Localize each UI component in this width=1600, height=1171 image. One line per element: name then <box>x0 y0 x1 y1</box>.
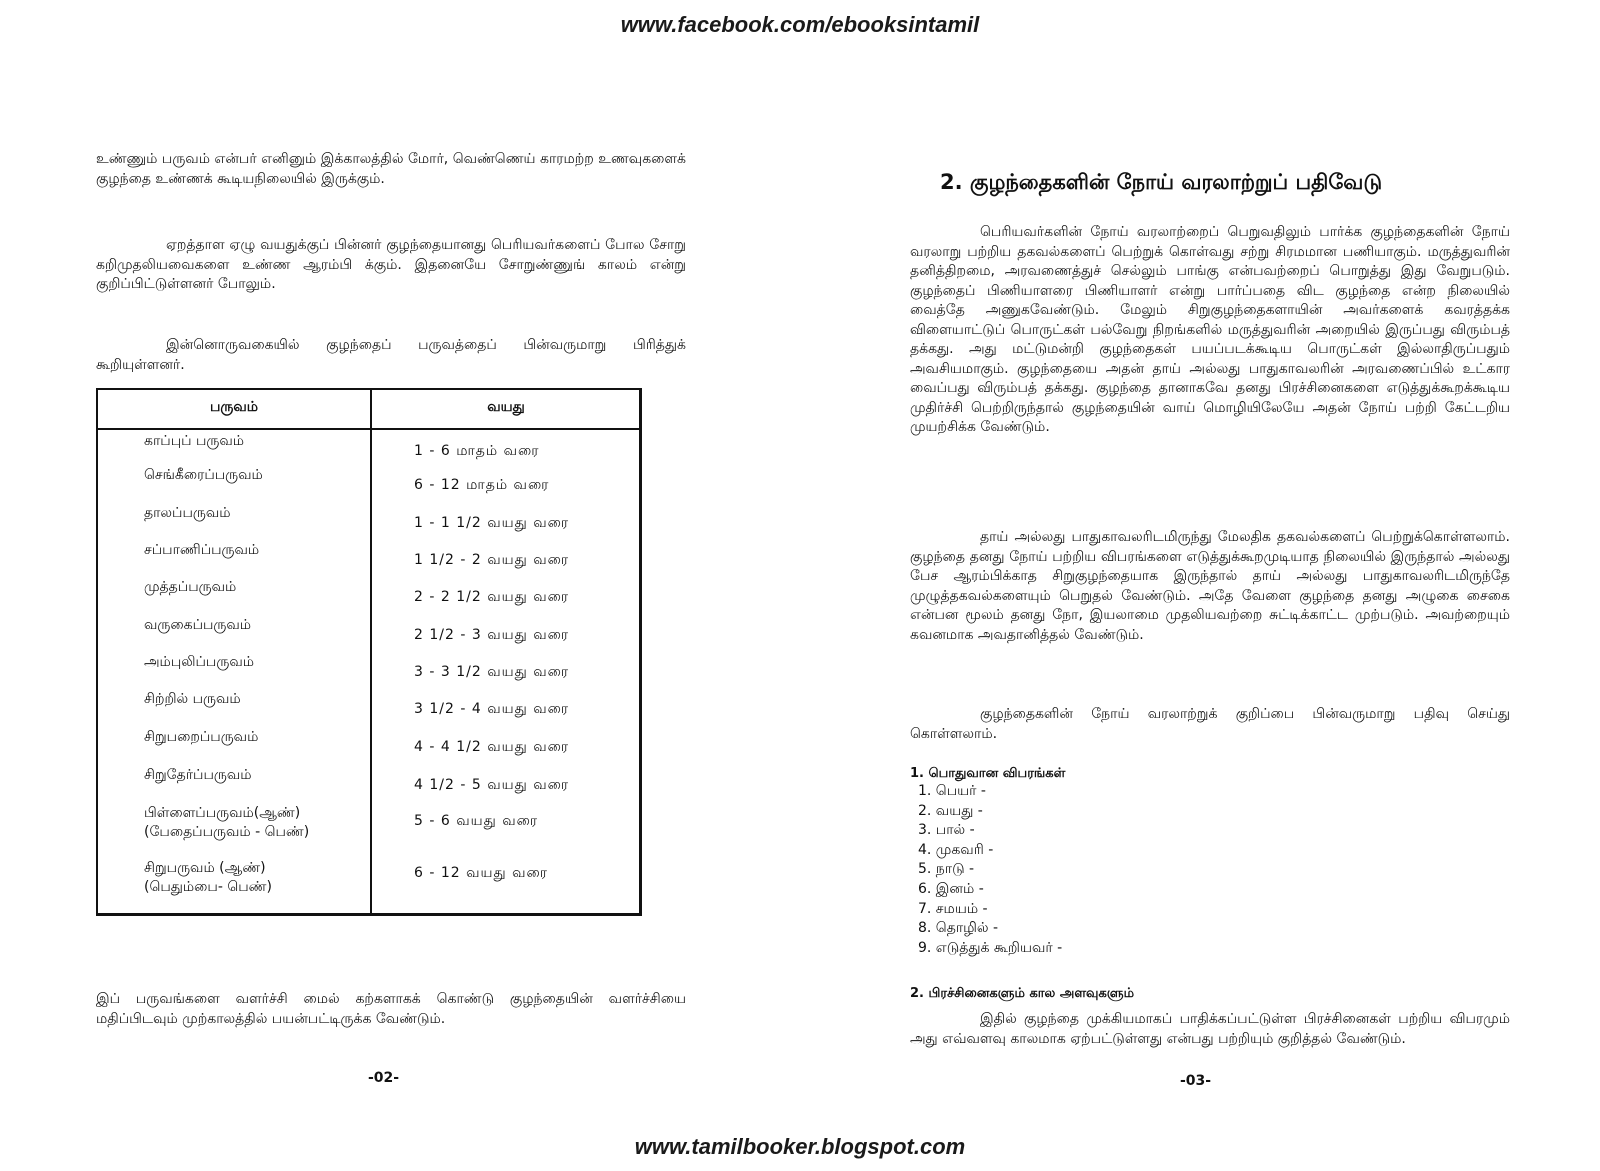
stage-cell <box>144 766 364 785</box>
stage-name: சிறுபருவம் (ஆண்) <box>144 860 266 876</box>
list-item: 5. நாடு - <box>918 861 975 878</box>
paragraph-text: உண்ணும் பருவம் என்பர் எனினும் இக்காலத்தில் மோர், வெண்ணெய் காரமற்ற உணவுகளைக் குழந்தை உண்ணக் கூடியநிலையில் இருக்கும். <box>96 151 686 187</box>
stage-name: சிறுதேர்ப்பருவம் <box>144 767 252 783</box>
age-cell: 3 - 3 1/2 வயது வரை <box>414 664 570 680</box>
stage-name: செங்கீரைப்பருவம் <box>144 467 263 483</box>
age-cell: 3 1/2 - 4 வயது வரை <box>414 701 570 717</box>
stage-cell <box>144 578 364 597</box>
stage-cell <box>144 466 364 485</box>
list-item: 2. வயது - <box>918 802 983 819</box>
paragraph-text: இப் பருவங்களை வளர்ச்சி மைல் கற்களாகக் கொண்டு குழந்தையின் வளர்ச்சியை மதிப்பிடவும் முற்காலத்தில் பயன்பட்டிருக்க வேண்டும். <box>96 991 686 1027</box>
stage-cell <box>144 616 364 635</box>
left-paragraph-3 <box>96 336 686 375</box>
left-paragraph-1 <box>96 150 686 189</box>
section-2 <box>910 986 1510 1002</box>
stage-name: சப்பாணிப்பருவம் <box>144 542 260 558</box>
stage-name-alt: (பெதும்பை- பெண்) <box>144 879 272 895</box>
age-cell: 6 - 12 வயது வரை <box>414 865 548 881</box>
age-cell: 1 - 1 1/2 வயது வரை <box>414 515 570 531</box>
list-item: 7. சமயம் - <box>918 900 988 917</box>
stage-cell <box>144 690 364 709</box>
age-cell: 6 - 12 மாதம் வரை <box>414 477 550 493</box>
age-cell: 1 - 6 மாதம் வரை <box>414 443 540 459</box>
page-number-left: -02- <box>368 1070 400 1086</box>
section-1 <box>910 766 1510 958</box>
list-item: 9. எடுத்துக் கூறியவர் - <box>918 939 1063 956</box>
age-cell: 2 - 2 1/2 வயது வரை <box>414 589 570 605</box>
list-item: 8. தொழில் - <box>918 920 999 937</box>
age-cell: 4 - 4 1/2 வயது வரை <box>414 739 570 755</box>
age-stage-table <box>96 388 642 916</box>
stage-cell <box>144 504 364 523</box>
left-paragraph-2 <box>96 236 686 295</box>
stage-name: சிறுபறைப்பருவம் <box>144 729 259 745</box>
paragraph-text: பெரியவர்களின் நோய் வரலாற்றைப் பெறுவதிலும் பார்க்க குழந்தைகளின் நோய் வரலாறு பற்றிய தகவல்களைப் பெற்றுக் கொள்வது சற்று சிரமமான பணியாகும். மருத்துவரின் தனித்திறமை, அரவணைத்துச் செல்லும் பாங்கு என்பவற்றைப் பொறுத்து இது வேறுபடும். குழந்தைப் பிணியாளரை பிணியாளர் என்று பார்ப்பதை விட குழந்தை என்ற நிலையில் வைத்தே அணுகவேண்டும். மேலும் சிறுகுழந்தைகளாயின் அவர்களைக் கவரத்தக்க விளையாட்டுப் பொருட்கள் பல்வேறு நிறங்களில் மருத்துவரின் அறையில் இருப்பது விரும்பத் தக்கது. அது மட்டுமன்றி குழந்தைகள் பயப்படக்கூடிய பொருட்கள் இல்லாதிருப்பதும் அவசியமாகும். குழந்தையை அதன் தாய் அல்லது பாதுகாவலரின் அரவணைப்பில் உட்கார வைப்பது விரும்பத் தக்கது. குழந்தை தானாகவே தனது பிரச்சினைகளை எடுத்துக்கூறக்கூடிய முதிர்ச்சி பெற்றிருந்தால் குழந்தையின் வாய் மொழியிலேயே அதன் நோய் பற்றி கேட்டறிய முயற்சிக்க வேண்டும். <box>910 224 1510 435</box>
stage-cell <box>144 432 364 451</box>
table-header-stage: பருவம் <box>209 399 259 415</box>
list-item: 6. இனம் - <box>918 880 984 897</box>
age-cell: 2 1/2 - 3 வயது வரை <box>414 627 570 643</box>
right-paragraph-3 <box>910 705 1510 744</box>
page-number-right: -03- <box>1180 1073 1212 1089</box>
section-1-heading: 1. பொதுவான விபரங்கள் <box>910 766 1066 781</box>
general-details-list <box>910 782 1510 958</box>
paragraph-text: ஏறத்தாள ஏழு வயதுக்குப் பின்னர் குழந்தையானது பெரியவர்களைப் போல சோறு கறிமுதலியவைகளை உண்ண ஆரம்பி க்கும். இதனையே சோறுண்ணுங் காலம் என்று குறிப்பிட்டுள்ளனர் போலும். <box>96 237 686 292</box>
stage-name: அம்புலிப்பருவம் <box>144 654 254 670</box>
age-cell: 4 1/2 - 5 வயது வரை <box>414 777 570 793</box>
chapter-title: 2. குழந்தைகளின் நோய் வரலாற்றுப் பதிவேடு <box>940 170 1383 194</box>
age-cell: 1 1/2 - 2 வயது வரை <box>414 552 570 568</box>
stage-name: தாலப்பருவம் <box>144 505 231 521</box>
right-paragraph-1 <box>910 223 1510 438</box>
stage-name: பிள்ளைப்பருவம்(ஆண்) <box>144 805 301 821</box>
paragraph-text: குழந்தைகளின் நோய் வரலாற்றுக் குறிப்பை பின்வருமாறு பதிவு செய்து கொள்ளலாம். <box>910 706 1510 742</box>
stage-cell <box>144 859 364 897</box>
stage-cell <box>144 728 364 747</box>
stage-name: காப்புப் பருவம் <box>144 433 245 449</box>
footer-url: www.tamilbooker.blogspot.com <box>634 1134 966 1159</box>
stage-name: சிற்றில் பருவம் <box>144 691 241 707</box>
stage-name: வருகைப்பருவம் <box>144 617 252 633</box>
stage-cell <box>144 804 364 842</box>
stage-name-alt: (பேதைப்பருவம் - பெண்) <box>144 824 310 840</box>
right-paragraph-4 <box>910 1010 1510 1049</box>
age-cell: 5 - 6 வயது வரை <box>414 813 539 829</box>
header-url: www.facebook.com/ebooksintamil <box>620 12 980 37</box>
list-item: 3. பால் - <box>918 822 975 839</box>
section-2-heading: 2. பிரச்சினைகளும் கால அளவுகளும் <box>910 986 1135 1001</box>
stage-cell <box>144 653 364 672</box>
paragraph-text: தாய் அல்லது பாதுகாவலரிடமிருந்து மேலதிக தகவல்களைப் பெற்றுக்கொள்ளலாம். குழந்தை தனது நோய் பற்றிய விபரங்களை எடுத்துக்கூறமுடியாத நிலையில் இருந்தால் அல்லது பேச ஆரம்பிக்காத சிறுகுழந்தையாக இருந்தால் தாய் அல்லது பாதுகாவலரிடமிருந்தே முழுத்தகவல்களையும் பெறுதல் வேண்டும். அதே வேளை குழந்தை தனது அழுகை சைகை என்பன மூலம் தனது நோ, இயலாமை முதலியவற்றை சுட்டிக்காட்ட முற்படும். அவற்றையும் கவனமாக அவதானித்தல் வேண்டும். <box>910 529 1510 643</box>
list-item: 1. பெயர் - <box>918 783 986 799</box>
stage-cell <box>144 541 364 560</box>
right-paragraph-2 <box>910 528 1510 645</box>
table-header-rule <box>98 428 639 430</box>
list-item: 4. முகவரி - <box>918 841 994 858</box>
table-header-age: வயது <box>487 399 525 415</box>
paragraph-text: இதில் குழந்தை முக்கியமாகப் பாதிக்கப்பட்டுள்ள பிரச்சினைகள் பற்றிய விபரமும் அது எவ்வளவு காலமாக ஏற்பட்டுள்ளது என்பது பற்றியும் குறித்தல் வேண்டும். <box>910 1011 1510 1047</box>
paragraph-text: இன்னொருவகையில் குழந்தைப் பருவத்தைப் பின்வருமாறு பிரித்துக் கூறியுள்ளனர். <box>96 337 686 373</box>
table-divider <box>370 390 372 913</box>
left-paragraph-4 <box>96 990 686 1029</box>
stage-name: முத்தப்பருவம் <box>144 579 237 595</box>
